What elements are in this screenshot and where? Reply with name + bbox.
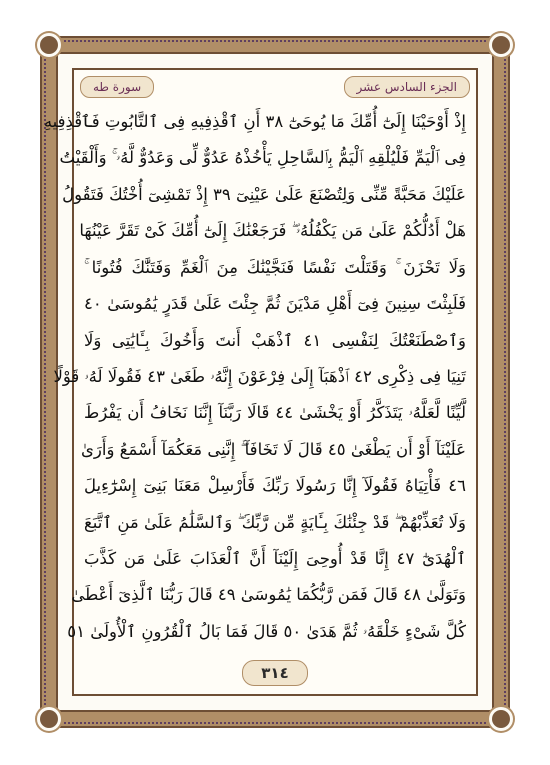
page-header — [80, 76, 470, 98]
page-inner — [43, 68, 478, 696]
text-line: ٤٦ فَأْتِيَاهُ فَقُولَآ إِنَّا رَسُولَا رَبِّكَ فَأَرْسِلْ مَعَنَا بَنِىٓ إِسْرَٰٓءِيلَ — [84, 476, 466, 496]
page-number: ٣١٤ — [242, 660, 308, 686]
text-line: لَّيِّنًا لَّعَلَّهُۥ يَتَذَكَّرُ أَوْ يَخْشَىٰ ٤٤ قَالَا رَبَّنَآ إِنَّنَا نَخَافُ أَن يَفْرُطَ — [84, 403, 466, 423]
text-line: عَلَيْنَآ أَوْ أَن يَطْغَىٰ ٤٥ قَالَ لَا تَخَافَآ ۖ إِنَّنِى مَعَكُمَآ أَسْمَعُ وَأَرَىٰ — [81, 439, 466, 459]
corner-ornament — [492, 710, 510, 728]
surah-name: سورة طه — [80, 76, 154, 98]
text-line: وَلَا تَحْزَنَ ۚ وَقَتَلْتَ نَفْسًا فَنَجَّيْنَٰكَ مِنَ ٱلْغَمِّ وَفَتَنَّٰكَ فُتُونًا ۚ — [84, 257, 466, 277]
text-line: تَنِيَا فِى ذِكْرِى ٤٢ ٱذْهَبَآ إِلَىٰ فِرْعَوْنَ إِنَّهُۥ طَغَىٰ ٤٣ فَقُولَا لَهُۥ قَوْلًا — [53, 366, 466, 386]
text-line: وَلَا تُعَذِّبْهُمْ ۖ قَدْ جِئْنَٰكَ بِـَٔايَةٍ مِّن رَّبِّكَ ۖ وَٱلسَّلَٰمُ عَلَىٰ مَنِ ٱتَّبَعَ — [84, 512, 466, 532]
text-line: فِى ٱلْيَمِّ فَلْيُلْقِهِ ٱلْيَمُّ بِٱلسَّاحِلِ يَأْخُذْهُ عَدُوٌّ لِّى وَعَدُوٌّ لَّهُۥ ۚ وَأَلْقَيْتُ — [59, 148, 466, 168]
text-line: ٱلْهُدَىٰٓ ٤٧ إِنَّا قَدْ أُوحِىَ إِلَيْنَآ أَنَّ ٱلْعَذَابَ عَلَىٰ مَن كَذَّبَ — [84, 549, 467, 569]
text-line: وَٱصْطَنَعْتُكَ لِنَفْسِى ٤١ ٱذْهَبْ أَنتَ وَأَخُوكَ بِـَٔايَٰتِى وَلَا — [84, 330, 466, 350]
text-line: وَتَوَلَّىٰ ٤٨ قَالَ فَمَن رَّبُّكُمَا يَٰمُوسَىٰ ٤٩ قَالَ رَبُّنَا ٱلَّذِىٓ أَعْطَىٰ — [71, 585, 466, 605]
corner-ornament — [40, 710, 58, 728]
text-line: هَلْ أَدُلُّكُمْ عَلَىٰ مَن يَكْفُلُهُۥ ۖ فَرَجَعْنَٰكَ إِلَىٰٓ أُمِّكَ كَىْ تَقَرَّ عَيْنُهَا — [79, 221, 466, 241]
text-line: كُلَّ شَىْءٍ خَلْقَهُۥ ثُمَّ هَدَىٰ ٥٠ قَالَ فَمَا بَالُ ٱلْقُرُونِ ٱلْأُولَىٰ ٥١ — [67, 621, 466, 641]
text-line: فَلَبِثْتَ سِنِينَ فِىٓ أَهْلِ مَدْيَنَ ثُمَّ جِئْتَ عَلَىٰ قَدَرٍ يَٰمُوسَىٰ ٤٠ — [84, 294, 466, 314]
verse-text — [43, 104, 467, 650]
juz-label: الجزء السادس عشر — [344, 76, 470, 98]
corner-ornament — [40, 36, 58, 54]
corner-ornament — [492, 36, 510, 54]
page-frame — [42, 38, 508, 726]
text-line: إِذْ أَوْحَيْنَا إِلَىٰٓ أُمِّكَ مَا يُوحَىٰٓ ٣٨ أَنِ ٱقْذِفِيهِ فِى ٱلتَّابُوتِ فَٱقْذِفِيهِ — [43, 112, 466, 131]
text-line: عَلَيْكَ مَحَبَّةً مِّنِّى وَلِتُصْنَعَ عَلَىٰ عَيْنِىٓ ٣٩ إِذْ تَمْشِىٓ أُخْتُكَ فَتَقُولُ — [62, 184, 466, 204]
